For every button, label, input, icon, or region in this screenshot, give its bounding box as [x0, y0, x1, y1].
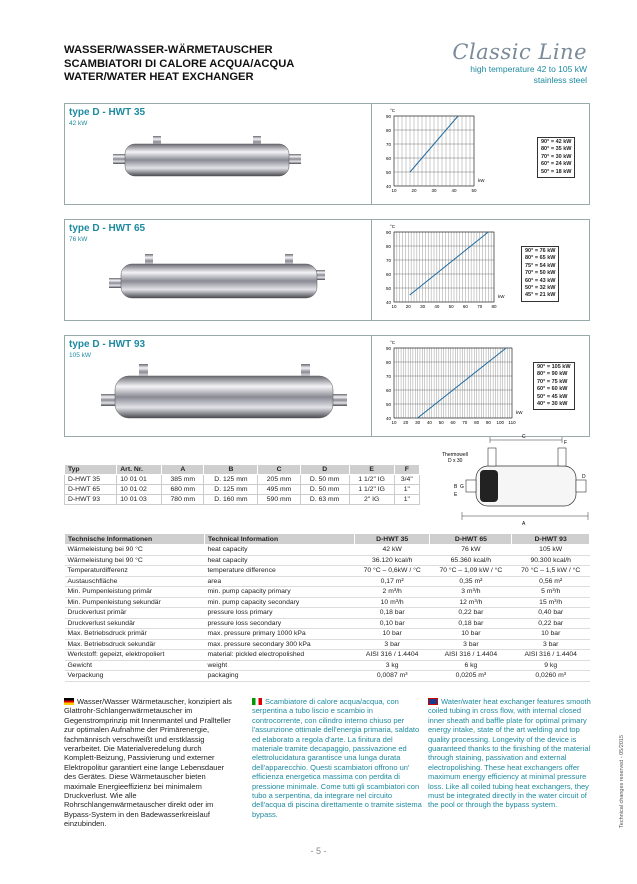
x-tick-label: 80 [474, 420, 480, 425]
table-cell: 0,10 bar [355, 618, 430, 629]
table-cell: 1" [394, 485, 419, 495]
flag-uk-icon [428, 698, 438, 705]
table-cell: Verpackung [65, 671, 205, 682]
description-de [64, 697, 234, 829]
legend-entry: 60° = 60 kW [537, 386, 568, 393]
y-tick-label: 40 [385, 416, 391, 421]
table-cell: 3 bar [512, 639, 590, 650]
table-cell: pressure loss secondary [205, 618, 355, 629]
table-cell: area [205, 576, 355, 587]
y-tick-label: 90 [385, 230, 391, 235]
table-cell: 0,0087 m³ [355, 671, 430, 682]
table-cell: 12 m³/h [430, 597, 512, 608]
x-tick-label: 20 [405, 304, 411, 309]
x-tick-label: 60 [462, 304, 468, 309]
table-cell: heat capacity [205, 555, 355, 566]
table-row [65, 671, 590, 682]
y-tick-label: 40 [385, 184, 391, 189]
table-cell: 105 kW [512, 545, 590, 556]
series-line [410, 232, 489, 295]
col-header: Art. Nr. [117, 465, 162, 475]
legend-entry: 60° = 43 kW [525, 277, 556, 284]
table-cell: D. 50 mm [300, 475, 349, 485]
thermowell-label: Thermowell [442, 452, 468, 458]
y-tick-label: 70 [385, 142, 391, 147]
table-cell: 0,40 bar [512, 608, 590, 619]
table-cell: 0,0260 m³ [512, 671, 590, 682]
table-cell: AISI 316 / 1.4404 [355, 650, 430, 661]
x-tick-label: 60 [450, 420, 456, 425]
description-text: Water/water heat exchanger features smooth coiled tubing in cross flow, with internal closed inner sheath and baffle plate for optimal primary energy intake, state of the art welding and top quality processing. Longevity of the device is guaranteed thanks to the finishing of the material through staining, passivation and external electropolishing. These heat exchangers offer maximum energy efficiency at minimal pressure loss. Like all coiled tubing heat exchangers, they must be integrated directly in the water circuit of the pool or through the bypass system. [428, 697, 591, 810]
y-tick-label: 80 [385, 360, 391, 365]
table-cell: D. 125 mm [204, 485, 258, 495]
legend-entry: 45° = 21 kW [525, 292, 556, 299]
y-tick-label: 60 [385, 272, 391, 277]
technical-info-table [64, 533, 590, 682]
product-panel-hwt93 [64, 335, 590, 437]
product-kw: 105 kW [69, 352, 92, 359]
x-axis-unit: kW [478, 178, 485, 183]
y-tick-label: 60 [385, 156, 391, 161]
table-row [65, 597, 590, 608]
y-axis-unit: °C [390, 108, 396, 113]
table-row [65, 576, 590, 587]
x-tick-label: 10 [391, 420, 397, 425]
page-title [64, 44, 294, 85]
table-row [65, 545, 590, 556]
table-cell: 1 1/2" IG [349, 475, 394, 485]
table-row [65, 608, 590, 619]
y-tick-label: 50 [385, 402, 391, 407]
x-tick-label: 90 [485, 420, 491, 425]
flag-germany-icon [64, 698, 74, 705]
table-cell: Wärmeleistung bei 90 °C [65, 555, 205, 566]
y-tick-label: 90 [385, 346, 391, 351]
x-tick-label: 80 [491, 304, 497, 309]
legend-hwt93 [533, 362, 575, 410]
table-cell: temperature difference [205, 566, 355, 577]
table-cell: Min. Pumpenleistung sekundär [65, 597, 205, 608]
table-cell: Temperaturdifferenz [65, 566, 205, 577]
x-tick-label: 100 [496, 420, 504, 425]
table-cell: Druckverlust primär [65, 608, 205, 619]
col-header: D-HWT 93 [512, 534, 590, 545]
table-row [65, 566, 590, 577]
side-note: Technical changes reserved - 05/2015 [619, 735, 625, 828]
legend-hwt35 [537, 137, 575, 178]
dim-label-f: F [564, 440, 568, 446]
col-header: A [162, 465, 204, 475]
x-tick-label: 70 [462, 420, 468, 425]
brand-subtitle-temp: high temperature 42 to 105 kW [470, 64, 587, 74]
table-cell: max. pressure primary 1000 kPa [205, 629, 355, 640]
heat-exchanger-photo [99, 360, 349, 430]
description-text: Scambiatore di calore acqua/acqua, con serpentina a tubo liscio e scambio in controcorrente, con cilindro interno chiuso per l'assunzione ottimale dell'energia primaria, saldato ed elaborato a regola d'arte. La finitura del materiale tramite decapaggio, passivazione ed elettrolucidatura garantisce una lunga durata dell'apparecchio. Questi scambiatori offrono un' efficienza energetica massima con perdita di pressione minimale. Come tutti gli scambiatori con tubo a serpentina, da integrare nel circuito dell'acqua di piscina direttamente o tramite sistema bypass. [252, 697, 422, 819]
table-cell: D-HWT 35 [65, 475, 117, 485]
table-cell: 70 °C – 1,09 kW / °C [430, 566, 512, 577]
x-tick-label: 20 [411, 188, 417, 193]
table-cell: Gewicht [65, 660, 205, 671]
table-row [65, 629, 590, 640]
table-cell: 680 mm [162, 485, 204, 495]
legend-entry: 90° = 105 kW [537, 364, 571, 370]
technical-drawing [432, 430, 592, 530]
y-tick-label: 70 [385, 374, 391, 379]
table-cell: 0,56 m² [512, 576, 590, 587]
x-tick-label: 10 [391, 304, 397, 309]
table-cell: 205 mm [258, 475, 300, 485]
x-tick-label: 70 [477, 304, 483, 309]
table-cell: 0,22 bar [512, 618, 590, 629]
product-panel-hwt65 [64, 219, 590, 321]
table-row [65, 495, 420, 505]
table-cell: 10 bar [355, 629, 430, 640]
y-tick-label: 70 [385, 258, 391, 263]
table-cell: 10 bar [512, 629, 590, 640]
legend-entry: 90° = 76 kW [525, 248, 556, 254]
table-cell: 10 01 01 [117, 475, 162, 485]
dim-label-g: G [460, 484, 464, 490]
y-tick-label: 40 [385, 300, 391, 305]
table-cell: 3 bar [355, 639, 430, 650]
table-cell: heat capacity [205, 545, 355, 556]
legend-entry: 80° = 35 kW [541, 146, 572, 153]
product-type: type D - HWT 35 [69, 107, 146, 118]
y-tick-label: 80 [385, 128, 391, 133]
table-cell: min. pump capacity primary [205, 587, 355, 598]
table-cell: Wärmeleistung bei 90 °C [65, 545, 205, 556]
table-cell: 1 1/2" IG [349, 485, 394, 495]
col-header: C [258, 465, 300, 475]
table-cell: 0,35 m² [430, 576, 512, 587]
table-cell: 90.300 kcal/h [512, 555, 590, 566]
dim-label-b: B [454, 484, 458, 490]
table-row [65, 639, 590, 650]
description-it [252, 697, 422, 819]
table-cell: Austauschfläche [65, 576, 205, 587]
table-cell: D. 125 mm [204, 475, 258, 485]
legend-entry: 70° = 50 kW [525, 270, 556, 277]
table-row [65, 618, 590, 629]
y-tick-label: 80 [385, 244, 391, 249]
x-axis-unit: kW [516, 410, 523, 415]
table-row [65, 475, 420, 485]
x-tick-label: 20 [403, 420, 409, 425]
table-cell: Max. Betriebsdruck sekundär [65, 639, 205, 650]
table-cell: pressure loss primary [205, 608, 355, 619]
legend-entry: 50° = 18 kW [541, 168, 572, 175]
col-header: D-HWT 65 [430, 534, 512, 545]
product-type: type D - HWT 65 [69, 223, 146, 234]
y-tick-label: 50 [385, 286, 391, 291]
x-tick-label: 30 [431, 188, 437, 193]
table-cell: D. 160 mm [204, 495, 258, 505]
col-header: F [394, 465, 419, 475]
table-cell: Max. Betriebsdruck primär [65, 629, 205, 640]
brand-subtitle-material: stainless steel [533, 75, 587, 85]
legend-entry: 70° = 30 kW [541, 153, 572, 160]
table-cell: 590 mm [258, 495, 300, 505]
x-axis-unit: kW [498, 294, 505, 299]
table-cell: 2 m³/h [355, 587, 430, 598]
table-row [65, 650, 590, 661]
table-row [65, 587, 590, 598]
table-cell: AISI 316 / 1.4404 [430, 650, 512, 661]
heat-exchanger-photo [105, 132, 325, 192]
y-axis-unit: °C [390, 340, 396, 345]
dim-label-a: A [522, 521, 526, 527]
legend-entry: 60° = 24 kW [541, 161, 572, 168]
table-cell: 3 kg [355, 660, 430, 671]
table-cell: 15 m³/h [512, 597, 590, 608]
y-tick-label: 90 [385, 114, 391, 119]
brand-block [452, 40, 587, 86]
col-header: B [204, 465, 258, 475]
table-row [65, 555, 590, 566]
table-cell: 5 m³/h [512, 587, 590, 598]
table-cell: weight [205, 660, 355, 671]
x-tick-label: 110 [508, 420, 516, 425]
table-cell: 10 m³/h [355, 597, 430, 608]
heat-exchanger-photo [105, 250, 335, 312]
col-header: Typ [65, 465, 117, 475]
legend-entry: 50° = 32 kW [525, 285, 556, 292]
table-cell: 65.360 kcal/h [430, 555, 512, 566]
table-cell: 495 mm [258, 485, 300, 495]
table-cell: 9 kg [512, 660, 590, 671]
table-cell: 76 kW [430, 545, 512, 556]
x-tick-label: 50 [438, 420, 444, 425]
table-cell: 385 mm [162, 475, 204, 485]
table-cell: 3 m³/h [430, 587, 512, 598]
legend-entry: 90° = 42 kW [541, 139, 572, 145]
table-cell: D-HWT 65 [65, 485, 117, 495]
table-cell: D-HWT 93 [65, 495, 117, 505]
dim-label-d: D [582, 474, 586, 480]
dim-label-c: C [522, 434, 526, 440]
table-cell: 6 kg [430, 660, 512, 671]
table-cell: 0,18 bar [355, 608, 430, 619]
dimensions-table [64, 464, 420, 505]
table-cell: min. pump capacity secondary [205, 597, 355, 608]
table-cell: 2" IG [349, 495, 394, 505]
table-cell: 70 °C – 1,5 kW / °C [512, 566, 590, 577]
dim-label-e: E [454, 492, 458, 498]
table-cell: 10 01 03 [117, 495, 162, 505]
legend-entry: 75° = 54 kW [525, 262, 556, 269]
x-tick-label: 40 [434, 304, 440, 309]
brand-logo: Classic Line [452, 40, 587, 64]
x-tick-label: 30 [415, 420, 421, 425]
table-cell: D. 63 mm [300, 495, 349, 505]
table-cell: 36.120 kcal/h [355, 555, 430, 566]
col-header: Technische Informationen [65, 534, 205, 545]
series-line [418, 348, 507, 418]
table-cell: 1" [394, 495, 419, 505]
col-header: D-HWT 35 [355, 534, 430, 545]
table-row [65, 660, 590, 671]
product-type: type D - HWT 93 [69, 339, 146, 350]
product-kw: 76 kW [69, 236, 88, 243]
table-cell: packaging [205, 671, 355, 682]
x-tick-label: 40 [451, 188, 457, 193]
table-cell: 0,0205 m³ [430, 671, 512, 682]
table-cell: 0,17 m² [355, 576, 430, 587]
x-tick-label: 50 [471, 188, 477, 193]
x-tick-label: 10 [391, 188, 397, 193]
legend-entry: 50° = 45 kW [537, 393, 568, 400]
table-cell: 0,18 bar [430, 618, 512, 629]
x-tick-label: 50 [448, 304, 454, 309]
table-cell: D. 50 mm [300, 485, 349, 495]
table-cell: 70 °C – 0,6kW / °C [355, 566, 430, 577]
table-cell: 0,22 bar [430, 608, 512, 619]
col-header: E [349, 465, 394, 475]
table-cell: AISI 316 / 1.4404 [512, 650, 590, 661]
product-kw: 42 kW [69, 120, 88, 127]
col-header: Technical Information [205, 534, 355, 545]
table-cell: Druckverlust sekundär [65, 618, 205, 629]
x-tick-label: 30 [420, 304, 426, 309]
flag-italy-icon [252, 698, 262, 705]
legend-entry: 80° = 65 kW [525, 255, 556, 262]
table-row [65, 485, 420, 495]
table-header-row [65, 534, 590, 545]
legend-entry: 40° = 30 kW [537, 401, 568, 408]
description-en [428, 697, 598, 810]
y-tick-label: 50 [385, 170, 391, 175]
legend-entry: 70° = 75 kW [537, 378, 568, 385]
title-en: WATER/WATER HEAT EXCHANGER [64, 71, 254, 83]
x-tick-label: 40 [426, 420, 432, 425]
table-cell: material: pickled electropolished [205, 650, 355, 661]
table-cell: 42 kW [355, 545, 430, 556]
product-panel-hwt35 [64, 103, 590, 205]
legend-entry: 80° = 90 kW [537, 371, 568, 378]
table-header-row [65, 465, 420, 475]
table-cell: 10 01 02 [117, 485, 162, 495]
table-cell: 10 bar [430, 629, 512, 640]
y-axis-unit: °C [390, 224, 396, 229]
title-de: WASSER/WASSER-WÄRMETAUSCHER [64, 44, 273, 56]
table-cell: 3 bar [430, 639, 512, 650]
title-it: SCAMBIATORI DI CALORE ACQUA/ACQUA [64, 57, 295, 70]
legend-hwt65 [521, 246, 559, 302]
y-tick-label: 60 [385, 388, 391, 393]
description-text: Wasser/Wasser Wärmetauscher, konzipiert als Glattrohr-Schlangenwärmetauscher im Gegenstromprinzip mit Innenmantel und Prallteller zur optimalen Aufnahme der Primärenergie, fachmännisch verschweißt und erstklassig verarbeitet. Die Materialveredelung durch Komplett-Beizung, Passivierung und externer Elektropolitur garantiert eine lange Lebensdauer des Gerätes. Diese Wärmetauscher bieten maximale Energieeffizienz bei minimalem Druckverlust. Wie alle Rohrschlangenwärmetauscher direkt oder im Bypass-System in den Badewasserkreislauf einzubinden. [64, 697, 232, 829]
page-number: - 5 - [310, 846, 327, 856]
thermowell-size: D x 30 [448, 458, 463, 464]
table-cell: 780 mm [162, 495, 204, 505]
table-cell: Werkstoff: gepeizt, elektropoliert [65, 650, 205, 661]
table-cell: 3/4" [394, 475, 419, 485]
table-cell: Min. Pumpenleistung primär [65, 587, 205, 598]
table-cell: max. pressure secondary 300 kPa [205, 639, 355, 650]
col-header: D [300, 465, 349, 475]
